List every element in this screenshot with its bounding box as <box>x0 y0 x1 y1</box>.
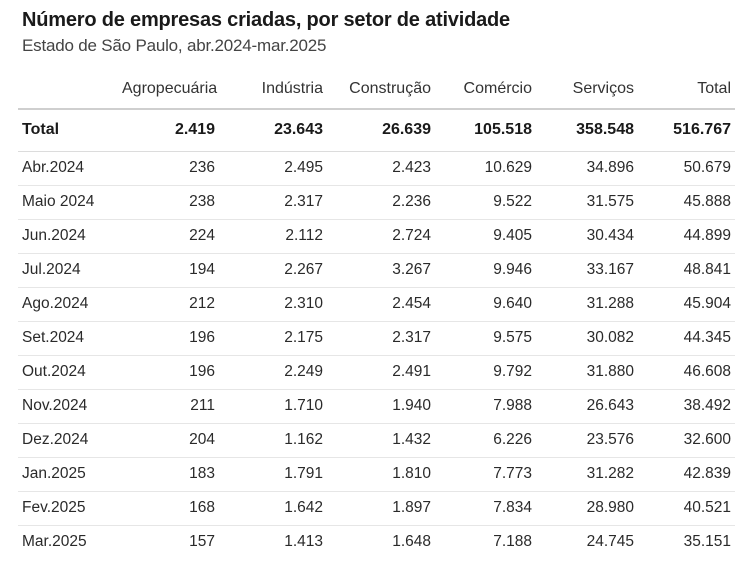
table-cell: 23.643 <box>219 109 327 151</box>
table-cell: 31.282 <box>536 457 638 491</box>
total-row <box>18 109 735 151</box>
table-row <box>18 185 735 219</box>
table-cell: 23.576 <box>536 423 638 457</box>
table-cell: 2.317 <box>219 185 327 219</box>
table-cell: 236 <box>118 151 219 185</box>
table-cell: 2.419 <box>118 109 219 151</box>
table-row <box>18 525 735 559</box>
page-title: Número de empresas criadas, por setor de atividade <box>22 9 510 31</box>
table-cell: 7.773 <box>435 457 536 491</box>
table-cell: 45.904 <box>638 287 735 321</box>
table-cell: 194 <box>118 253 219 287</box>
table-cell: 1.897 <box>327 491 435 525</box>
table-cell: 31.880 <box>536 355 638 389</box>
table-cell: 9.946 <box>435 253 536 287</box>
table-cell: 40.521 <box>638 491 735 525</box>
table-cell: 6.226 <box>435 423 536 457</box>
table-cell: 44.345 <box>638 321 735 355</box>
table-row <box>18 423 735 457</box>
column-header-industria: Indústria <box>219 70 327 109</box>
table-cell: Set.2024 <box>18 321 118 355</box>
table-cell: 32.600 <box>638 423 735 457</box>
table-cell: 7.834 <box>435 491 536 525</box>
table-cell: 9.522 <box>435 185 536 219</box>
column-header-total: Total <box>638 70 735 109</box>
table-row <box>18 491 735 525</box>
table-cell: 2.267 <box>219 253 327 287</box>
table-cell: 211 <box>118 389 219 423</box>
table-cell: 204 <box>118 423 219 457</box>
table-cell: 196 <box>118 321 219 355</box>
table-cell: Abr.2024 <box>18 151 118 185</box>
data-table <box>18 70 735 559</box>
table-row <box>18 287 735 321</box>
table-cell: 212 <box>118 287 219 321</box>
table-cell: 7.188 <box>493 533 532 551</box>
table-cell: 9.405 <box>435 219 536 253</box>
table-row <box>18 219 735 253</box>
table-cell: 31.575 <box>536 185 638 219</box>
table-cell: Dez.2024 <box>18 423 118 457</box>
table-cell: 26.643 <box>536 389 638 423</box>
column-header-period <box>18 70 118 109</box>
table-cell: 2.112 <box>219 219 327 253</box>
column-header-agropecuaria: Agropecuária <box>118 70 219 109</box>
table-cell: Ago.2024 <box>18 287 118 321</box>
table-cell: 2.175 <box>219 321 327 355</box>
table-cell: 1.413 <box>284 533 323 551</box>
table-cell: 2.495 <box>219 151 327 185</box>
column-header-construcao: Construção <box>327 70 435 109</box>
table-cell: 46.608 <box>638 355 735 389</box>
table-cell: 9.640 <box>435 287 536 321</box>
table-cell: 516.767 <box>638 109 735 151</box>
table-cell: 1.162 <box>219 423 327 457</box>
table-cell: Jul.2024 <box>18 253 118 287</box>
table-cell: 1.791 <box>219 457 327 491</box>
table-cell: 157 <box>189 533 215 551</box>
column-header-comercio: Comércio <box>435 70 536 109</box>
table-row <box>18 321 735 355</box>
table-cell: 168 <box>118 491 219 525</box>
table-cell: 358.548 <box>536 109 638 151</box>
table-cell: 2.423 <box>327 151 435 185</box>
table-cell: 238 <box>118 185 219 219</box>
table-cell: 50.679 <box>638 151 735 185</box>
table-cell: Total <box>18 109 118 151</box>
page-subtitle: Estado de São Paulo, abr.2024-mar.2025 <box>22 36 327 55</box>
column-header-servicos: Serviços <box>536 70 638 109</box>
table-cell: Mar.2025 <box>22 533 87 551</box>
table-cell: 9.575 <box>435 321 536 355</box>
table-cell: 1.810 <box>327 457 435 491</box>
table-row <box>18 457 735 491</box>
table-cell: 48.841 <box>638 253 735 287</box>
table-row <box>18 151 735 185</box>
table-cell: Jan.2025 <box>18 457 118 491</box>
table-cell: 2.454 <box>327 287 435 321</box>
table-cell: 9.792 <box>435 355 536 389</box>
table-cell: 34.896 <box>536 151 638 185</box>
table-row <box>18 389 735 423</box>
table-cell: 45.888 <box>638 185 735 219</box>
table-cell: 10.629 <box>435 151 536 185</box>
table-cell: Nov.2024 <box>18 389 118 423</box>
table-cell: 42.839 <box>638 457 735 491</box>
table-cell: 183 <box>118 457 219 491</box>
table-cell: Fev.2025 <box>18 491 118 525</box>
table-row <box>18 253 735 287</box>
table-cell: 2.236 <box>327 185 435 219</box>
table-cell: 30.082 <box>536 321 638 355</box>
table-cell: 2.317 <box>327 321 435 355</box>
table-cell: 30.434 <box>536 219 638 253</box>
table-cell: 2.724 <box>327 219 435 253</box>
table-cell: Maio 2024 <box>18 185 118 219</box>
table-cell: 1.432 <box>327 423 435 457</box>
table-cell: 2.491 <box>327 355 435 389</box>
table-cell: 1.642 <box>219 491 327 525</box>
table-cell: 28.980 <box>536 491 638 525</box>
table-cell: 2.310 <box>219 287 327 321</box>
table-cell: 24.745 <box>586 533 634 551</box>
table-cell: 44.899 <box>638 219 735 253</box>
table-cell: 7.988 <box>435 389 536 423</box>
table-cell: Jun.2024 <box>18 219 118 253</box>
table-cell: 31.288 <box>536 287 638 321</box>
table-cell: Out.2024 <box>18 355 118 389</box>
table-cell: 26.639 <box>327 109 435 151</box>
table-cell: 1.710 <box>219 389 327 423</box>
table-cell: 2.249 <box>219 355 327 389</box>
table-header-row <box>18 70 735 109</box>
table-cell: 1.648 <box>392 533 431 551</box>
table-cell: 105.518 <box>435 109 536 151</box>
table-cell: 224 <box>118 219 219 253</box>
table-cell: 35.151 <box>683 533 731 551</box>
table-cell: 1.940 <box>327 389 435 423</box>
table-row <box>18 355 735 389</box>
table-cell: 3.267 <box>327 253 435 287</box>
table-cell: 38.492 <box>638 389 735 423</box>
table-cell: 196 <box>118 355 219 389</box>
table-cell: 33.167 <box>536 253 638 287</box>
